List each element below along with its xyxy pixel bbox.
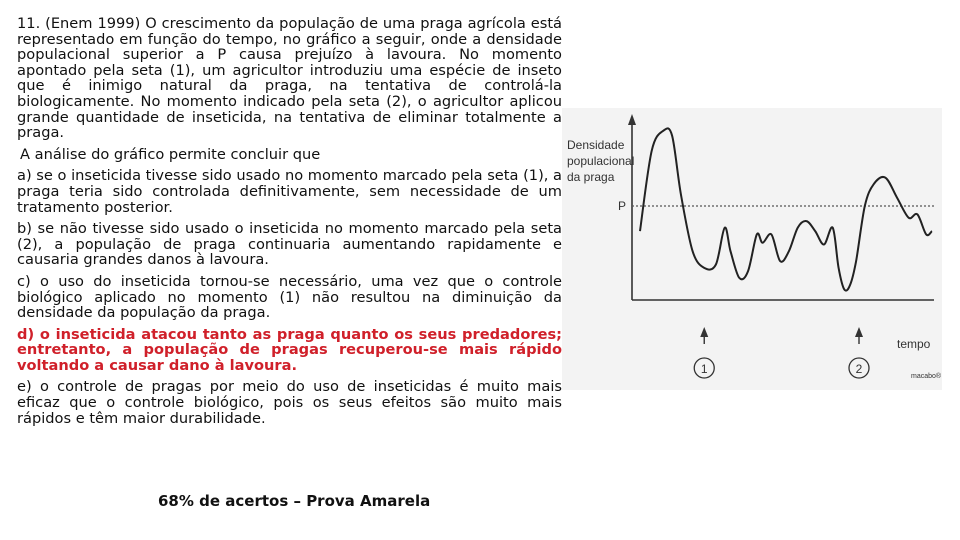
- option-e: e) o controle de pragas por meio do uso de inseticidas é muito mais eficaz que o controle biológico, pois os seus efeitos são muito mais rápidos e têm maior durabilidade.: [17, 378, 562, 427]
- population-graph: [562, 108, 942, 390]
- y-axis-label-line1: Densidade: [567, 138, 625, 152]
- accuracy-footer: 68% de acertos – Prova Amarela: [158, 492, 431, 510]
- question-header: 11. (Enem 1999) O crescimento da população de uma praga agrícola está representado em função do tempo, no gráfico a seguir, onde a densidade populacional superior a P causa prejuízo à lavoura. No momento apontado pela seta (1), um agricultor introduziu uma espécie de inseto que é inimigo natural da praga, na tentativa de controlá-la biologicamente. No momento indicado pela seta (2), o agricultor aplicou grande quantidade de inseticida, na tentativa de eliminar totalmente a praga.: [17, 15, 562, 142]
- arrow-2-label: 2: [855, 362, 863, 376]
- arrow-1-head: [700, 327, 708, 337]
- arrow-2-head: [855, 327, 863, 337]
- option-b: b) se não tivesse sido usado o inseticida no momento marcado pela seta (2), a população de praga continuaria aumentando rapidamente e causaria grandes danos à lavoura.: [17, 220, 562, 269]
- population-curve: [640, 128, 932, 290]
- option-a: a) se o inseticida tivesse sido usado no momento marcado pela seta (1), a praga teria sido controlada definitivamente, sem necessidade de um tratamento posterior.: [17, 167, 562, 216]
- arrow-marker-2: [849, 327, 869, 378]
- credit-watermark: macabo®: [911, 373, 942, 380]
- graph-svg: [562, 108, 942, 390]
- y-axis-label-line2: populacional: [567, 154, 635, 168]
- option-d-correct-answer: d) o inseticida atacou tanto as praga quanto os seus predadores; entretanto, a população de pragas recuperou-se mais rápido voltando a causar dano à lavoura.: [17, 325, 562, 374]
- threshold-label: P: [618, 199, 627, 213]
- x-axis-label: tempo: [897, 337, 931, 351]
- y-axis-arrowhead: [628, 114, 636, 125]
- question-text: [17, 16, 562, 426]
- option-c: c) o uso do inseticida tornou-se necessário, uma vez que o controle biológico aplicado no momento (1) não resultou na diminuição da densidade da população da praga.: [17, 272, 562, 322]
- arrow-marker-1: [694, 327, 714, 378]
- question-prompt: A análise do gráfico permite concluir que: [20, 145, 321, 163]
- y-axis-label-line3: da praga: [567, 170, 615, 184]
- arrow-1-label: 1: [700, 362, 708, 376]
